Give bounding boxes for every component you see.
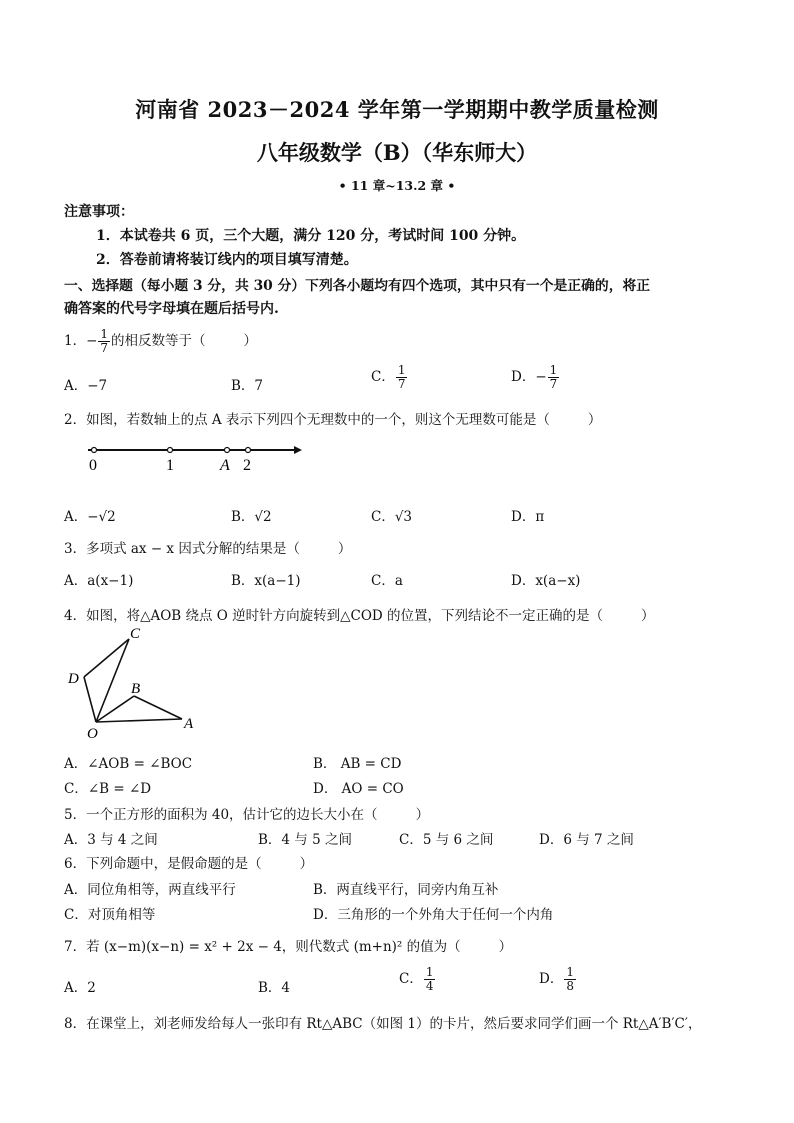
q3-text: 3．多项式 ax − x 因式分解的结果是（ xyxy=(64,541,300,557)
number-line-label-a: A xyxy=(220,457,230,474)
q1-minus: − xyxy=(86,333,98,349)
number-line-point-2 xyxy=(246,448,251,453)
q1-option-d xyxy=(511,364,560,391)
q1-option-c xyxy=(371,364,408,391)
point-label-o: O xyxy=(87,726,98,742)
q2-text: 2．如图，若数轴上的点 A 表示下列四个无理数中的一个，则这个无理数可能是（ xyxy=(64,412,550,428)
q7-text: 7．若 (x−m)(x−n) = x² + 2x − 4，则代数式 (m+n)² 的值为（ xyxy=(64,939,461,955)
exam-title: 河南省 2023－2024 学年第一学期期中教学质量检测 xyxy=(135,97,659,122)
q4-option-c: C．∠B = ∠D xyxy=(64,781,152,797)
q1-fraction xyxy=(98,328,110,355)
q7-option-c-fraction xyxy=(424,966,436,993)
q6-option-a: A．同位角相等，两直线平行 xyxy=(64,882,236,898)
point-label-a: A xyxy=(184,716,194,732)
q7-option-c-denominator: 4 xyxy=(425,979,434,993)
q5-option-a: A．3 与 4 之间 xyxy=(64,832,158,848)
q6-option-d: D．三角形的一个外角大于任何一个内角 xyxy=(313,907,554,923)
point-label-b: B xyxy=(131,681,141,697)
q4-option-a: A．∠AOB = ∠BOC xyxy=(64,756,193,772)
q1-option-a: A．−7 xyxy=(64,378,108,394)
q1-frac-denominator: 7 xyxy=(100,341,109,355)
q1-number: 1． xyxy=(64,333,87,349)
q2-option-a: A．−√2 xyxy=(64,509,116,525)
rotation-triangle-figure xyxy=(60,622,200,744)
q5-option-c: C．5 与 6 之间 xyxy=(399,832,494,848)
q3-option-d: D．x(a−x) xyxy=(511,573,581,589)
section-1-line-1: 一、选择题（每小题 3 分，共 30 分）下列各小题均有四个选项，其中只有一个是正确的，将正 xyxy=(64,278,651,294)
q5-option-d: D．6 与 7 之间 xyxy=(539,832,634,848)
point-label-c: C xyxy=(130,626,141,642)
q1-option-d-fraction xyxy=(548,364,560,391)
q7-option-d-denominator: 8 xyxy=(566,979,574,993)
q1-option-d-label: D．− xyxy=(511,369,547,385)
notes-heading: 注意事项： xyxy=(64,204,134,220)
q1-close: ） xyxy=(243,333,258,349)
segment-od xyxy=(84,677,96,722)
q7-option-b: B．4 xyxy=(258,980,291,996)
segment-oa xyxy=(96,719,182,722)
q1-option-c-label: C． xyxy=(371,369,395,385)
notes-item-2: 2．答卷前请将装订线内的项目填写清楚。 xyxy=(96,252,358,268)
q5-text: 5．一个正方形的面积为 40，估计它的边长大小在（ xyxy=(64,807,378,823)
q6-close: ） xyxy=(299,856,314,872)
q2-close: ） xyxy=(587,412,602,428)
question-3 xyxy=(64,537,351,557)
number-line-point-a xyxy=(225,448,230,453)
number-line-figure xyxy=(80,440,310,476)
q3-option-a: A．a(x−1) xyxy=(64,573,134,589)
q1-option-b: B．7 xyxy=(231,378,264,394)
q2-option-d: D．π xyxy=(511,509,545,525)
number-line-label-0: 0 xyxy=(89,457,97,474)
number-line-point-1 xyxy=(168,448,173,453)
segment-oc xyxy=(96,639,129,722)
q4-close: ） xyxy=(641,608,655,624)
q6-option-b: B．两直线平行，同旁内角互补 xyxy=(313,882,499,898)
q3-option-b: B．x(a−1) xyxy=(231,573,301,589)
question-8: 8．在课堂上，刘老师发给每人一张印有 Rt△ABC（如图 1）的卡片，然后要求同学们画一个 Rt△A′B′C′， xyxy=(64,1016,702,1032)
number-line-arrow xyxy=(294,446,302,454)
question-5 xyxy=(64,803,429,823)
q4-option-d: D． AO = CO xyxy=(313,781,404,797)
number-line-label-1: 1 xyxy=(166,457,174,474)
exam-subtitle: 八年级数学（B）（华东师大） xyxy=(256,140,538,165)
q5-option-b: B．4 与 5 之间 xyxy=(258,832,352,848)
question-6 xyxy=(64,852,313,872)
q1-option-d-numerator: 1 xyxy=(549,363,558,377)
q7-option-d xyxy=(539,966,577,993)
q4-text: 4．如图，将△AOB 绕点 O 逆时针方向旋转到△COD 的位置，下列结论不一定正确的是（ xyxy=(64,608,604,624)
q7-close: ） xyxy=(498,939,513,955)
q2-option-c: C．√3 xyxy=(371,509,413,525)
question-1 xyxy=(64,328,257,355)
q5-close: ） xyxy=(415,807,430,823)
q7-option-c xyxy=(399,966,436,993)
q7-option-c-label: C． xyxy=(399,971,423,987)
q1-option-d-denominator: 7 xyxy=(549,377,558,391)
exam-scope: • 11 章~13.2 章 • xyxy=(338,178,456,193)
notes-item-1: 1．本试卷共 6 页，三个大题，满分 120 分，考试时间 100 分钟。 xyxy=(96,228,526,244)
segment-ba xyxy=(134,696,182,719)
q1-option-c-denominator: 7 xyxy=(397,377,406,391)
q6-text: 6．下列命题中，是假命题的是（ xyxy=(64,856,262,872)
q3-option-c: C．a xyxy=(371,573,403,589)
q7-option-d-fraction xyxy=(564,966,576,993)
q1-option-c-numerator: 1 xyxy=(397,363,406,377)
number-line-label-2: 2 xyxy=(243,457,251,474)
section-1-line-2: 确答案的代号字母填在题后括号内. xyxy=(64,301,279,317)
q6-option-c: C．对顶角相等 xyxy=(64,907,156,923)
q7-option-d-numerator: 1 xyxy=(566,965,574,979)
point-label-d: D xyxy=(68,671,79,687)
q3-close: ） xyxy=(337,541,352,557)
q4-option-b: B． AB = CD xyxy=(313,756,402,772)
question-4 xyxy=(64,604,655,624)
question-2 xyxy=(64,408,601,428)
q1-frac-numerator: 1 xyxy=(100,327,109,341)
number-line-point-0 xyxy=(92,448,97,453)
question-7 xyxy=(64,935,512,955)
q2-option-b: B．√2 xyxy=(231,509,272,525)
q7-option-a: A．2 xyxy=(64,980,96,996)
q1-text: 的相反数等于（ xyxy=(111,333,206,349)
q1-option-c-fraction xyxy=(396,364,408,391)
q7-option-d-label: D． xyxy=(539,971,564,987)
q7-option-c-numerator: 1 xyxy=(425,965,434,979)
